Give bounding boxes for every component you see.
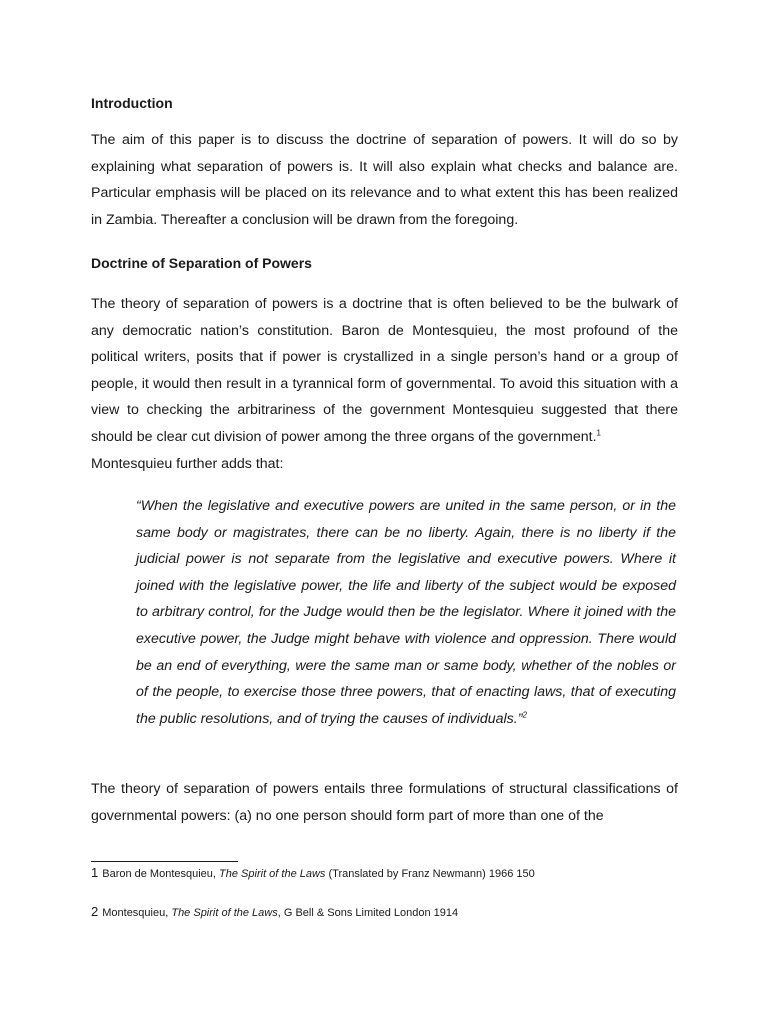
- footnote-1: [91, 866, 691, 881]
- quote-text: “When the legislative and executive powers are united in the same person, or in the same body or magistrates, there can be no liberty. Again, there is no liberty if the judicial power is not separate from the legislative and executive powers. Where it joined with the legislative power, the life and liberty of the subject would be exposed to arbitrary control, for the Judge would then be the legislator. Where it joined with the executive power, the Judge might behave with violence and oppression. There would be an end of everything, were the same man or same body, whether of the nobles or of the people, to exercise those three powers, that of enacting laws, that of executing the public resolutions, and of trying the causes of individuals.”: [136, 498, 676, 727]
- doctrine-heading: Doctrine of Separation of Powers: [91, 255, 312, 271]
- introduction-paragraph: The aim of this paper is to discuss the doctrine of separation of powers. It will do so by explaining what separation of powers is. It will also explain what checks and balance are. Particular emphasis will be placed on its relevance and to what extent this has been realized in Zambia. Thereafter a conclusion will be drawn from the foregoing.: [91, 132, 678, 228]
- footnote-text: (Translated by Franz Newmann) 1966 150: [325, 868, 535, 880]
- footnote-text: Montesquieu,: [102, 907, 172, 919]
- doctrine-paragraph-tail: Montesquieu further adds that:: [91, 455, 284, 472]
- footnote-title: The Spirit of the Laws: [219, 868, 326, 880]
- footnote-divider: [91, 861, 238, 862]
- footnote-text: , G Bell & Sons Limited London 1914: [277, 907, 459, 919]
- doctrine-paragraph: [91, 291, 678, 477]
- doctrine-paragraph-text: The theory of separation of powers is a doctrine that is often believed to be the bulwark of any democratic nation’s constitution. Baron de Montesquieu, the most profound of the political writers, posits that if power is crystallized in a single person’s hand or a group of people, it would then result in a tyrannical form of governmental. To avoid this situation with a view to checking the arbitrariness of the government Montesquieu suggested that there should be clear cut division of power among the three organs of the government.: [91, 296, 678, 445]
- footnote-ref-1: 1: [596, 428, 601, 438]
- formulations-paragraph: The theory of separation of powers entails three formulations of structural classifications of governmental powers: (a) no one person should form part of more than one of the: [91, 781, 678, 824]
- footnote-title: The Spirit of the Laws: [171, 907, 278, 919]
- footnote-2: [91, 905, 691, 920]
- footnote-text: Baron de Montesquieu,: [102, 868, 220, 880]
- footnote-ref-2: 2: [522, 710, 527, 720]
- footnote-number: 1: [91, 865, 99, 880]
- footnote-number: 2: [91, 904, 99, 919]
- introduction-heading: Introduction: [91, 95, 173, 111]
- montesquieu-quote: [136, 493, 676, 732]
